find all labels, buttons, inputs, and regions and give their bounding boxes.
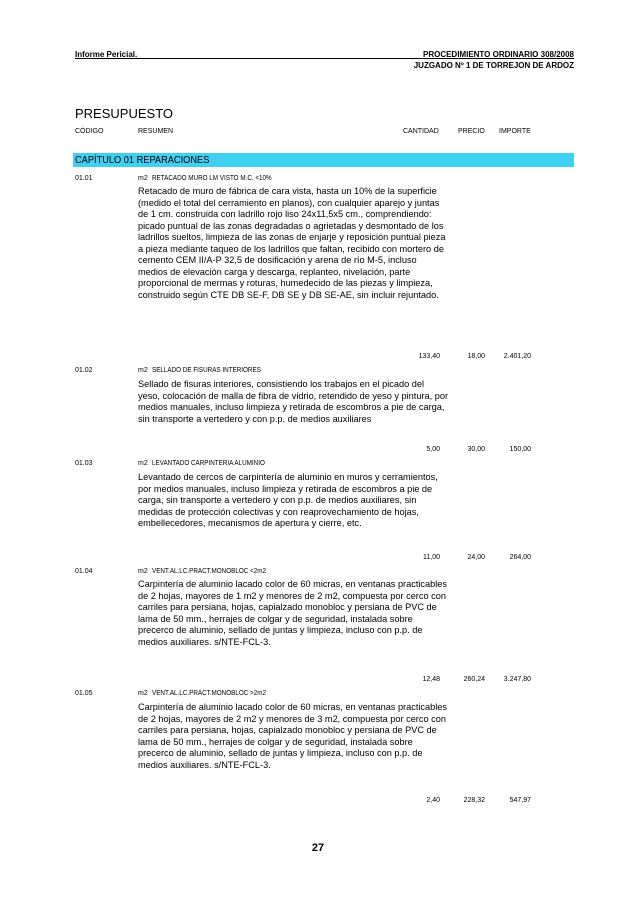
item-quantity: 5,00	[426, 446, 440, 453]
item-description: Sellado de fisuras interiores, consistiendo los trabajos en el picado del yeso, colocación de malla de fibra de vidrio, retendido de yeso y pintura, por medios manuales, incluso limpieza y retirada de escombros a pie de carga, sin transporte a vertedero y con p.p. de medios auxiliares	[138, 379, 449, 424]
item-quantity: 12,48	[422, 676, 440, 683]
item-name: SELLADO DE FISURAS INTERIORES	[152, 367, 261, 374]
item-unit: m2	[138, 568, 148, 575]
item-name: RETACADO MURO LM VISTO M.C. <10%	[152, 175, 272, 182]
chapter-title: CAPÍTULO 01 REPARACIONES	[75, 154, 210, 166]
item-unit: m2	[138, 175, 148, 182]
header-divider	[75, 58, 574, 59]
page-number: 27	[311, 842, 325, 854]
column-header-amount: IMPORTE	[499, 128, 531, 135]
item-price: 24,00	[467, 554, 485, 561]
item-unit: m2	[138, 367, 148, 374]
item-price: 18,00	[467, 353, 485, 360]
item-price: 30,00	[467, 446, 485, 453]
item-amount: 150,00	[509, 446, 531, 453]
column-header-summary: RESUMEN	[138, 128, 174, 135]
item-quantity: 2,40	[426, 797, 440, 804]
item-code: 01.04	[75, 568, 93, 575]
item-unit: m2	[138, 460, 148, 467]
item-description: Carpintería de aluminio lacado color de 60 micras, en ventanas practicables de 2 hojas, mayores de 2 m2 y menores de 3 m2, compuesta por cerco con carriles para persiana, hojas, capialzado monobloc y persiana de PVC de lama de 50 mm., herrajes de colgar y de seguridad, instalada sobre precerco de aluminio, sellado de juntas y limpieza, incluso con p.p. de medios auxiliares. s/NTE-FCL-3.	[138, 702, 447, 770]
item-name: LEVANTADO CARPINTERIA ALUMINIO	[152, 460, 265, 467]
item-code: 01.05	[75, 690, 93, 697]
item-name: VENT.AL.LC.PRACT.MONOBLOC <2m2	[152, 568, 266, 575]
item-quantity: 133,40	[418, 353, 440, 360]
chapter-band	[73, 153, 574, 167]
item-name: VENT.AL.LC.PRACT.MONOBLOC >2m2	[152, 690, 266, 697]
court-label: JUZGADO Nº 1 DE TORREJON DE ARDOZ	[413, 61, 574, 70]
item-amount: 3.247,80	[503, 676, 531, 683]
item-description: Carpintería de aluminio lacado color de 60 micras, en ventanas practicables de 2 hojas, mayores de 1 m2 y menores de 2 m2, compuesta por cerco con carriles para persiana, hojas, capialzado monobloc y persiana de PVC de lama de 50 mm., herrajes de colgar y de seguridad, instalada sobre precerco de aluminio, sellado de juntas y limpieza, incluso con p.p. de medios auxiliares. s/NTE-FCL-3.	[138, 579, 447, 647]
item-price: 260,24	[463, 676, 485, 683]
item-code: 01.03	[75, 460, 93, 467]
item-price: 228,32	[463, 797, 485, 804]
item-unit: m2	[138, 690, 148, 697]
page-title: PRESUPUESTO	[75, 106, 174, 121]
item-amount: 264,00	[509, 554, 531, 561]
item-amount: 2.401,20	[503, 353, 531, 360]
column-header-quantity: CANTIDAD	[403, 128, 439, 135]
column-header-price: PRECIO	[458, 128, 485, 135]
item-description: Levantado de cercos de carpintería de aluminio en muros y cerramientos, por medios manuales, incluso limpieza y retirada de escombros a pie de carga, sin transporte a vertedero y con p.p. de medios auxiliares, sin medidas de protección colectivas y con reaprovechamiento de hojas, embellecedores, mecanismos de apertura y cierre, etc.	[138, 472, 438, 528]
column-header-code: CÓDIGO	[75, 128, 104, 135]
report-label: Informe Pericial.	[75, 50, 138, 59]
item-code: 01.02	[75, 367, 93, 374]
item-code: 01.01	[75, 175, 93, 182]
procedure-label: PROCEDIMIENTO ORDINARIO 308/2008	[422, 50, 574, 59]
item-quantity: 11,00	[423, 554, 440, 561]
item-amount: 547,97	[509, 797, 531, 804]
item-description: Retacado de muro de fábrica de cara vista, hasta un 10% de la superficie (medido el total del cerramiento en planos), con cualquier aparejo y juntas de 1 cm. construida con ladrillo rojo liso 24x11,5x5 cm., comprendiendo: picado puntual de las zonas degradadas o agrietadas y desmontado de los ladrillos sueltos, limpieza de las zonas de enjarje y reposición puntual pieza a pieza mediante taqueo de los ladrillos que faltan, recibido con mortero de cemento CEM II/A-P 32,5 de dosificación y arena de río M-5, incluso medios de elevación carga y descarga, replanteo, nivelación, parte proporcional de mermas y roturas, humedecido de las piezas y limpieza, construido según CTE DB SE-F, DB SE y DB SE-AE, sin incluir rejuntado.	[138, 186, 446, 300]
